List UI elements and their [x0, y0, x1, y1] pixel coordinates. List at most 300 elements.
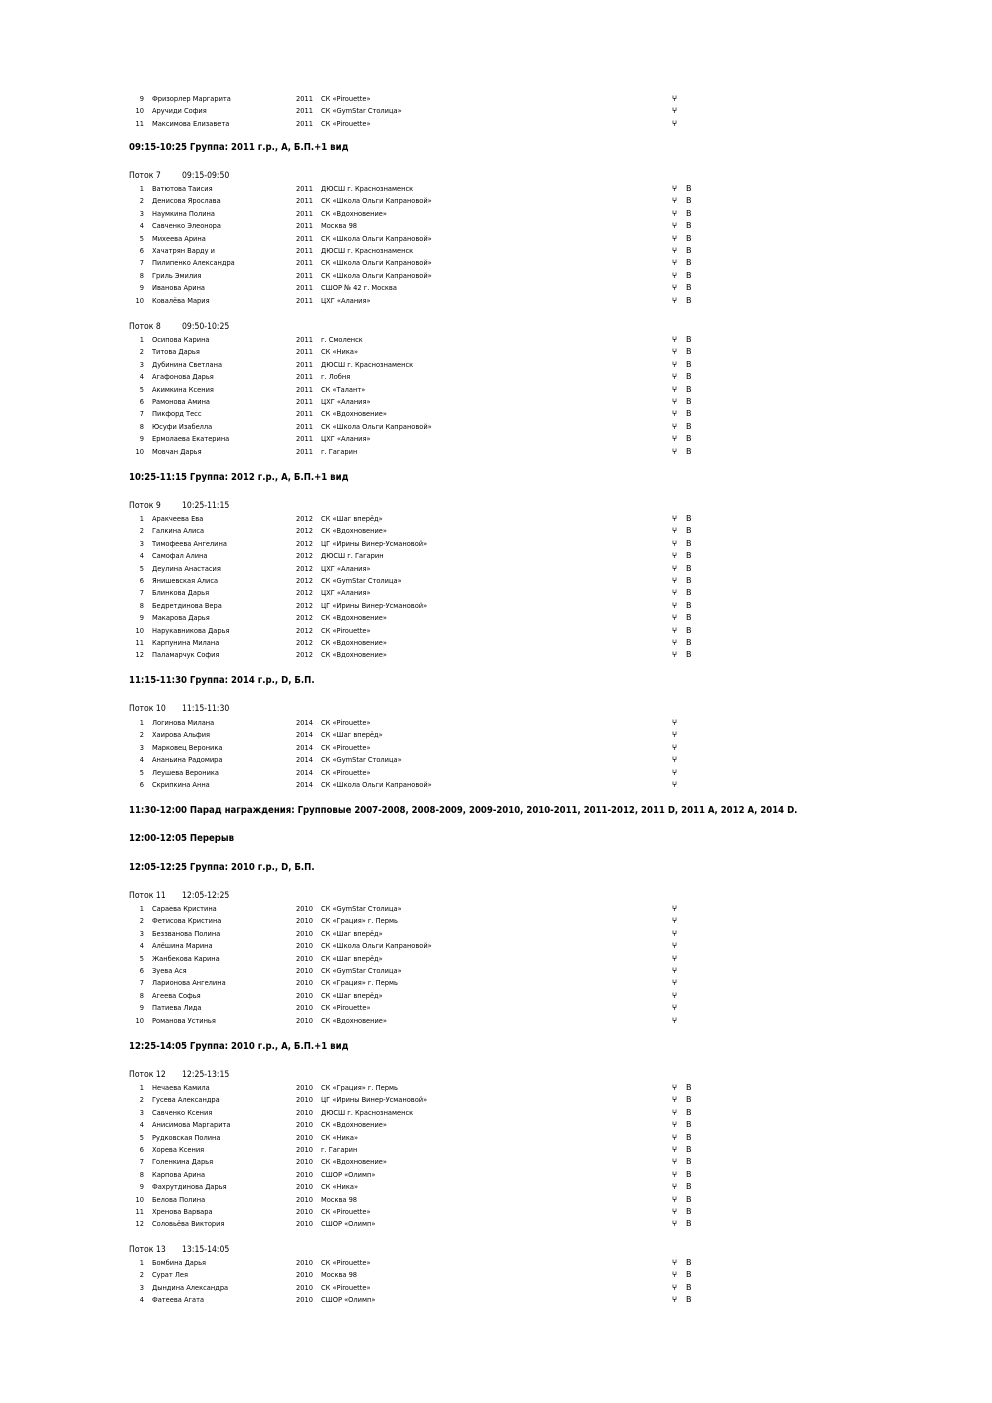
ribbon-icon: ⵖ [672, 233, 678, 243]
participant-name: Карпунина Милана [152, 638, 220, 647]
birth-year: 2010 [296, 1219, 313, 1229]
participant-number: 4 [139, 551, 144, 561]
participant-name: Ковалёва Мария [152, 295, 210, 305]
birth-year: 2010 [296, 1095, 313, 1105]
participant-name: Тимофеева Ангелина [152, 538, 227, 548]
participant-name: Титова Дарья [152, 347, 200, 357]
extra-apparatus-mark: В [686, 638, 692, 647]
extra-apparatus-mark: В [686, 258, 692, 268]
club-name: СК «Вдохновение» [321, 526, 387, 536]
stream-time: 09:15-09:50 [182, 171, 230, 181]
participant-number: 11 [135, 118, 144, 128]
ribbon-icon: ⵖ [672, 184, 678, 193]
participant-row [0, 1082, 992, 1094]
ribbon-icon: ⵖ [672, 94, 678, 103]
birth-year: 2010 [296, 1003, 313, 1013]
participant-name: Нечаева Камила [152, 1083, 210, 1092]
participant-number: 5 [139, 953, 144, 963]
club-name: СК «Школа Ольги Капрановой» [321, 421, 432, 431]
ribbon-icon: ⵖ [672, 953, 678, 963]
participant-row [0, 1282, 992, 1294]
birth-year: 2012 [296, 551, 313, 561]
participant-name: Леушева Вероника [152, 767, 220, 777]
participant-number: 2 [139, 730, 144, 740]
participant-name: Максимова Елизавета [152, 118, 230, 128]
ribbon-icon: ⵖ [672, 576, 678, 585]
extra-apparatus-mark: В [686, 1219, 692, 1229]
birth-year: 2010 [296, 990, 313, 1000]
stream-time: 12:05-12:25 [182, 891, 230, 901]
participant-name: Макарова Дарья [152, 613, 210, 623]
stream-label: Поток 8 [129, 322, 161, 332]
participant-number: 4 [139, 1120, 144, 1130]
club-name: СК «Ника» [321, 1182, 359, 1192]
birth-year: 2010 [296, 1157, 313, 1167]
participant-name: Галкина Алиса [152, 526, 205, 536]
ribbon-icon: ⵖ [672, 588, 678, 598]
group-title: 10:25-11:15 Группа: 2012 г.р., А, Б.П.+1 вид [129, 472, 349, 483]
extra-apparatus-mark: В [686, 650, 692, 660]
participant-name: Аракчеева Ева [152, 514, 204, 523]
stream-label: Поток 11 [129, 891, 166, 901]
participant-number: 3 [139, 1107, 144, 1117]
birth-year: 2011 [296, 118, 313, 128]
participant-row [0, 754, 992, 766]
participant-row [0, 105, 992, 117]
participant-name: Самофал Алина [152, 551, 208, 561]
club-name: г. Лобня [321, 372, 351, 382]
extra-apparatus-mark: В [686, 600, 692, 610]
birth-year: 2011 [296, 208, 313, 218]
birth-year: 2011 [296, 221, 313, 231]
birth-year: 2010 [296, 1107, 313, 1117]
club-name: СК «GymStar Столица» [321, 966, 402, 975]
participant-row [0, 538, 992, 550]
extra-apparatus-mark: В [686, 514, 692, 523]
participant-name: Марковец Вероника [152, 742, 223, 752]
club-name: ДЮСШ г. Краснознаменск [321, 246, 414, 255]
participant-name: Ларионова Ангелина [152, 978, 226, 988]
extra-apparatus-mark: В [686, 1194, 692, 1204]
participant-number: 9 [139, 613, 144, 623]
stream-label: Поток 12 [129, 1070, 166, 1080]
club-name: СК «Pirouette» [321, 1003, 371, 1013]
club-name: ДЮСШ г. Краснознаменск [321, 359, 414, 369]
participant-number: 5 [139, 1132, 144, 1142]
participant-number: 11 [135, 1207, 144, 1216]
participant-name: Голенкина Дарья [152, 1157, 214, 1167]
ribbon-icon: ⵖ [672, 1145, 678, 1154]
birth-year: 2010 [296, 1083, 313, 1092]
participant-name: Зуева Ася [152, 966, 187, 975]
birth-year: 2010 [296, 1145, 313, 1154]
participant-row [0, 1206, 992, 1218]
ribbon-icon: ⵖ [672, 446, 678, 456]
extra-apparatus-mark: В [686, 221, 692, 231]
participant-row [0, 1218, 992, 1230]
participant-name: Скрипкина Анна [152, 780, 210, 789]
participant-row [0, 587, 992, 599]
birth-year: 2010 [296, 1295, 313, 1305]
club-name: СК «Школа Ольги Капрановой» [321, 258, 432, 268]
birth-year: 2011 [296, 384, 313, 394]
ribbon-icon: ⵖ [672, 246, 678, 255]
participant-row [0, 384, 992, 396]
participant-name: Бомбина Дарья [152, 1258, 207, 1267]
club-name: СК «Шаг вперёд» [321, 730, 383, 740]
ribbon-icon: ⵖ [672, 335, 678, 344]
club-name: СК «Pirouette» [321, 94, 371, 103]
ribbon-icon: ⵖ [672, 916, 678, 926]
participant-row [0, 1169, 992, 1181]
ribbon-icon: ⵖ [672, 1015, 678, 1025]
birth-year: 2011 [296, 335, 313, 344]
club-name: СК «Грация» г. Пермь [321, 978, 398, 988]
participant-name: Мовчан Дарья [152, 446, 202, 456]
extra-apparatus-mark: В [686, 270, 692, 280]
extra-apparatus-mark: В [686, 1083, 692, 1092]
birth-year: 2012 [296, 588, 313, 598]
participant-row [0, 717, 992, 729]
extra-apparatus-mark: В [686, 1132, 692, 1142]
extra-apparatus-mark: В [686, 1145, 692, 1154]
ribbon-icon: ⵖ [672, 258, 678, 268]
participant-name: Хаирова Альфия [152, 730, 211, 740]
participant-name: Пилипенко Александра [152, 258, 235, 268]
participant-number: 1 [139, 335, 144, 344]
participant-number: 1 [139, 904, 144, 913]
ribbon-icon: ⵖ [672, 563, 678, 573]
birth-year: 2014 [296, 780, 313, 789]
participant-row [0, 550, 992, 562]
participant-row [0, 446, 992, 458]
birth-year: 2011 [296, 397, 313, 406]
birth-year: 2014 [296, 718, 313, 727]
ribbon-icon: ⵖ [672, 106, 678, 116]
ribbon-icon: ⵖ [672, 221, 678, 231]
extra-apparatus-mark: В [686, 1258, 692, 1267]
birth-year: 2011 [296, 295, 313, 305]
participant-name: Беззванова Полина [152, 928, 221, 938]
participant-name: Дындина Александра [152, 1282, 229, 1292]
birth-year: 2011 [296, 347, 313, 357]
participant-number: 10 [135, 295, 144, 305]
participant-row [0, 433, 992, 445]
extra-apparatus-mark: В [686, 335, 692, 344]
participant-number: 4 [139, 372, 144, 382]
ribbon-icon: ⵖ [672, 526, 678, 536]
stream-header [129, 500, 230, 512]
participant-row [0, 1015, 992, 1027]
participant-name: Сараева Кристина [152, 904, 217, 913]
club-name: ЦГ «Ирины Винер-Усмановой» [321, 600, 428, 610]
participant-number: 1 [139, 1083, 144, 1092]
participant-row [0, 1181, 992, 1193]
participant-number: 3 [139, 359, 144, 369]
participant-row [0, 270, 992, 282]
participant-number: 6 [139, 576, 144, 585]
club-name: СК «Вдохновение» [321, 613, 387, 623]
participant-name: Юсуфи Изабелла [152, 421, 213, 431]
stream-label: Поток 7 [129, 171, 161, 181]
participant-number: 10 [135, 1194, 144, 1204]
participant-name: Анисимова Маргарита [152, 1120, 231, 1130]
participant-name: Фетисова Кристина [152, 916, 222, 926]
participant-name: Деулина Анастасия [152, 563, 221, 573]
participant-number: 4 [139, 755, 144, 765]
participant-name: Дубинина Светлана [152, 359, 223, 369]
stream-label: Поток 10 [129, 704, 166, 714]
participant-name: Алёшина Марина [152, 941, 213, 951]
club-name: СК «Pirouette» [321, 718, 371, 727]
participant-row [0, 779, 992, 791]
participant-name: Фахрутдинова Дарья [152, 1182, 227, 1192]
birth-year: 2010 [296, 1270, 313, 1280]
ribbon-icon: ⵖ [672, 742, 678, 752]
participant-number: 11 [135, 638, 144, 647]
extra-apparatus-mark: В [686, 1169, 692, 1179]
birth-year: 2010 [296, 928, 313, 938]
participant-row [0, 183, 992, 195]
participant-row [0, 612, 992, 624]
birth-year: 2011 [296, 233, 313, 243]
extra-apparatus-mark: В [686, 551, 692, 561]
stream-header [129, 321, 230, 333]
birth-year: 2011 [296, 446, 313, 456]
extra-apparatus-mark: В [686, 576, 692, 585]
participant-row [0, 421, 992, 433]
ribbon-icon: ⵖ [672, 359, 678, 369]
participant-name: Блинкова Дарья [152, 588, 210, 598]
participant-number: 10 [135, 1015, 144, 1025]
ribbon-icon: ⵖ [672, 118, 678, 128]
extra-apparatus-mark: В [686, 384, 692, 394]
participant-number: 9 [139, 283, 144, 293]
club-name: СК «Школа Ольги Капрановой» [321, 780, 432, 789]
participant-number: 5 [139, 233, 144, 243]
club-name: ЦГ «Ирины Винер-Усмановой» [321, 1095, 428, 1105]
participant-row [0, 1156, 992, 1168]
club-name: Москва 98 [321, 1194, 358, 1204]
participant-number: 10 [135, 446, 144, 456]
club-name: СК «Шаг вперёд» [321, 953, 383, 963]
birth-year: 2010 [296, 1120, 313, 1130]
extra-apparatus-mark: В [686, 588, 692, 598]
participant-row [0, 1269, 992, 1281]
extra-apparatus-mark: В [686, 359, 692, 369]
participant-name: Ермолаева Екатерина [152, 434, 230, 444]
ribbon-icon: ⵖ [672, 1169, 678, 1179]
participant-number: 5 [139, 384, 144, 394]
participant-name: Хренова Варвара [152, 1207, 213, 1216]
extra-apparatus-mark: В [686, 1270, 692, 1280]
participant-number: 8 [139, 990, 144, 1000]
extra-apparatus-mark: В [686, 1120, 692, 1130]
birth-year: 2011 [296, 283, 313, 293]
club-name: СК «Школа Ольги Капрановой» [321, 270, 432, 280]
participant-row [0, 118, 992, 130]
participant-row [0, 220, 992, 232]
ribbon-icon: ⵖ [672, 1083, 678, 1092]
participant-number: 12 [135, 650, 144, 660]
club-name: СШОР «Олимп» [321, 1169, 376, 1179]
participant-name: Фатеева Агата [152, 1295, 205, 1305]
club-name: СК «Pirouette» [321, 1207, 371, 1216]
club-name: СК «Pirouette» [321, 625, 371, 635]
club-name: СК «GymStar Столица» [321, 904, 402, 913]
participant-name: Сурат Лея [152, 1270, 188, 1280]
ribbon-icon: ⵖ [672, 1270, 678, 1280]
birth-year: 2011 [296, 258, 313, 268]
participant-name: Акимкина Ксения [152, 384, 214, 394]
birth-year: 2010 [296, 966, 313, 975]
participant-number: 8 [139, 270, 144, 280]
participant-row [0, 1132, 992, 1144]
birth-year: 2012 [296, 650, 313, 660]
ribbon-icon: ⵖ [672, 409, 678, 419]
stream-label: Поток 9 [129, 501, 161, 511]
club-name: СШОР № 42 г. Москва [321, 283, 397, 293]
birth-year: 2010 [296, 1182, 313, 1192]
club-name: СК «Вдохновение» [321, 1120, 387, 1130]
club-name: СК «Pirouette» [321, 1282, 371, 1292]
club-name: СК «Талант» [321, 384, 366, 394]
club-name: СК «Вдохновение» [321, 1157, 387, 1167]
birth-year: 2010 [296, 941, 313, 951]
extra-apparatus-mark: В [686, 1295, 692, 1305]
ribbon-icon: ⵖ [672, 1219, 678, 1229]
participant-number: 8 [139, 421, 144, 431]
participant-row [0, 1294, 992, 1306]
participant-name: Осипова Карина [152, 335, 210, 344]
stream-label: Поток 13 [129, 1245, 166, 1255]
club-name: СК «Вдохновение» [321, 1015, 387, 1025]
participant-number: 6 [139, 780, 144, 789]
extra-apparatus-mark: В [686, 246, 692, 255]
participant-number: 12 [135, 1219, 144, 1229]
birth-year: 2011 [296, 359, 313, 369]
participant-name: Наумкина Полина [152, 208, 215, 218]
stream-header [129, 1069, 230, 1081]
ribbon-icon: ⵖ [672, 1182, 678, 1192]
club-name: СК «GymStar Столица» [321, 755, 402, 765]
group-title: 12:25-14:05 Группа: 2010 г.р., А, Б.П.+1 вид [129, 1041, 349, 1052]
club-name: СК «Грация» г. Пермь [321, 1083, 398, 1092]
participant-row [0, 396, 992, 408]
extra-apparatus-mark: В [686, 434, 692, 444]
birth-year: 2010 [296, 1258, 313, 1267]
participant-row [0, 359, 992, 371]
participant-name: Жанбекова Карина [152, 953, 220, 963]
participant-row [0, 649, 992, 661]
participant-row [0, 729, 992, 741]
participant-name: Логинова Милана [152, 718, 215, 727]
participant-number: 8 [139, 600, 144, 610]
club-name: ЦХГ «Алания» [321, 434, 371, 444]
participant-number: 4 [139, 941, 144, 951]
club-name: г. Гагарин [321, 446, 358, 456]
birth-year: 2014 [296, 755, 313, 765]
ribbon-icon: ⵖ [672, 372, 678, 382]
birth-year: 2011 [296, 270, 313, 280]
participant-row [0, 1119, 992, 1131]
extra-apparatus-mark: В [686, 1095, 692, 1105]
extra-apparatus-mark: В [686, 1107, 692, 1117]
birth-year: 2011 [296, 434, 313, 444]
participant-name: Янишевская Алиса [152, 576, 219, 585]
extra-apparatus-mark: В [686, 196, 692, 206]
birth-year: 2010 [296, 1015, 313, 1025]
club-name: г. Гагарин [321, 1145, 358, 1154]
birth-year: 2012 [296, 600, 313, 610]
extra-apparatus-mark: В [686, 1207, 692, 1216]
club-name: ЦГ «Ирины Винер-Усмановой» [321, 538, 428, 548]
participant-number: 5 [139, 767, 144, 777]
club-name: СК «Шаг вперёд» [321, 928, 383, 938]
extra-apparatus-mark: В [686, 184, 692, 193]
ribbon-icon: ⵖ [672, 397, 678, 406]
birth-year: 2011 [296, 421, 313, 431]
participant-row [0, 953, 992, 965]
group-title: 12:05-12:25 Группа: 2010 г.р., D, Б.П. [129, 862, 315, 873]
participant-number: 6 [139, 1145, 144, 1154]
participant-number: 7 [139, 1157, 144, 1167]
participant-row [0, 1144, 992, 1156]
participant-name: Паламарчук София [152, 650, 220, 660]
participant-row [0, 282, 992, 294]
ribbon-icon: ⵖ [672, 1003, 678, 1013]
participant-number: 3 [139, 208, 144, 218]
club-name: СК «Школа Ольги Капрановой» [321, 233, 432, 243]
participant-number: 4 [139, 221, 144, 231]
participant-number: 2 [139, 1095, 144, 1105]
birth-year: 2010 [296, 1207, 313, 1216]
ribbon-icon: ⵖ [672, 1194, 678, 1204]
participant-row [0, 257, 992, 269]
participant-number: 3 [139, 742, 144, 752]
club-name: Москва 98 [321, 221, 358, 231]
participant-row [0, 1194, 992, 1206]
participant-number: 7 [139, 588, 144, 598]
participant-number: 9 [139, 94, 144, 103]
participant-row [0, 742, 992, 754]
club-name: ДЮСШ г. Гагарин [321, 551, 384, 561]
club-name: СК «Pirouette» [321, 767, 371, 777]
participant-name: Рамонова Амина [152, 397, 210, 406]
club-name: Москва 98 [321, 1270, 358, 1280]
participant-number: 7 [139, 978, 144, 988]
birth-year: 2010 [296, 978, 313, 988]
participant-row [0, 295, 992, 307]
participant-name: Ананьина Радомира [152, 755, 223, 765]
participant-name: Хачатрян Варду и [152, 246, 216, 255]
ribbon-icon: ⵖ [672, 1295, 678, 1305]
participant-name: Савченко Ксения [152, 1107, 213, 1117]
club-name: ЦХГ «Алания» [321, 397, 371, 406]
extra-apparatus-mark: В [686, 1182, 692, 1192]
participant-name: Ватютова Таисия [152, 184, 213, 193]
ribbon-icon: ⵖ [672, 1282, 678, 1292]
participant-number: 1 [139, 718, 144, 727]
participant-name: Денисова Ярослава [152, 196, 221, 206]
participant-number: 5 [139, 563, 144, 573]
birth-year: 2012 [296, 514, 313, 523]
club-name: СК «Школа Ольги Капрановой» [321, 941, 432, 951]
extra-apparatus-mark: В [686, 409, 692, 419]
extra-apparatus-mark: В [686, 295, 692, 305]
participant-name: Белова Полина [152, 1194, 206, 1204]
extra-apparatus-mark: В [686, 613, 692, 623]
